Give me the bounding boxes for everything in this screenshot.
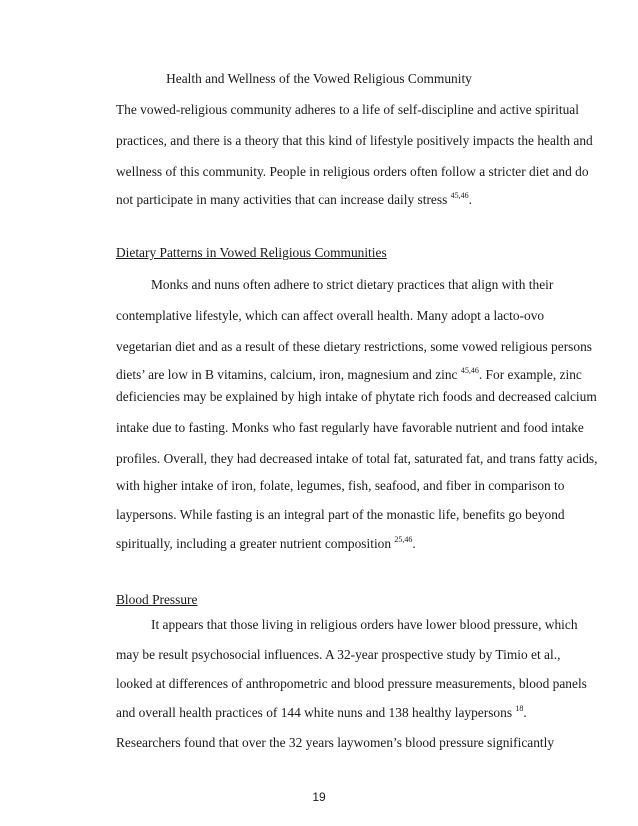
paragraph-line: The vowed-religious community adheres to a life of self-discipline and active spiritual <box>116 102 579 117</box>
citation-superscript: 45,46 <box>460 366 479 375</box>
citation-superscript: 25,46 <box>394 535 413 544</box>
paragraph-line: spiritually, including a greater nutrient composition $^{25,46}$. <box>116 535 416 551</box>
paragraph-line: contemplative lifestyle, which can affect overall health. Many adopt a lacto-ovo <box>116 308 545 323</box>
paragraph-line: not participate in many activities that can increase daily stress $^{45,46}$. <box>116 191 473 207</box>
paragraph-line: with higher intake of iron, folate, legumes, fish, seafood, and fiber in comparison to <box>116 478 565 493</box>
section-heading-blood-pressure: Blood Pressure <box>116 592 198 607</box>
paragraph-line: intake due to fasting. Monks who fast regularly have favorable nutrient and food intake <box>116 420 584 435</box>
paragraph-line: diets’ are low in B vitamins, calcium, iron, magnesium and zinc $^{45,46}$. For example, zinc <box>116 366 582 382</box>
paragraph-line: vegetarian diet and as a result of these dietary restrictions, some vowed religious persons <box>116 339 592 354</box>
document-title: Health and Wellness of the Vowed Religious Community <box>166 71 472 86</box>
paragraph-line: Monks and nuns often adhere to strict dietary practices that align with their <box>151 277 554 292</box>
paragraph-line: and overall health practices of 144 white nuns and 138 healthy laypersons $^{18}$. <box>116 704 527 720</box>
citation-superscript: 18 <box>515 704 524 713</box>
paragraph-line: Researchers found that over the 32 years laywomen’s blood pressure significantly <box>116 735 555 750</box>
page-number: 19 <box>312 790 326 804</box>
paragraph-line: practices, and there is a theory that this kind of lifestyle positively impacts the health and <box>116 133 593 148</box>
paragraph-line: profiles. Overall, they had decreased intake of total fat, saturated fat, and trans fatty acids, <box>116 451 598 466</box>
paragraph-line: may be result psychosocial influences. A 32-year prospective study by Timio et al., <box>116 647 561 662</box>
section-heading-dietary-patterns: Dietary Patterns in Vowed Religious Communities <box>116 245 387 260</box>
paragraph-line: It appears that those living in religious orders have lower blood pressure, which <box>151 617 578 632</box>
paragraph-line: deficiencies may be explained by high intake of phytate rich foods and decreased calcium <box>116 389 597 404</box>
paragraph-line: looked at differences of anthropometric and blood pressure measurements, blood panels <box>116 676 587 691</box>
paragraph-line: laypersons. While fasting is an integral part of the monastic life, benefits go beyond <box>116 507 565 522</box>
paragraph-line: wellness of this community. People in religious orders often follow a stricter diet and do <box>116 164 589 179</box>
citation-superscript: 45,46 <box>450 191 469 200</box>
